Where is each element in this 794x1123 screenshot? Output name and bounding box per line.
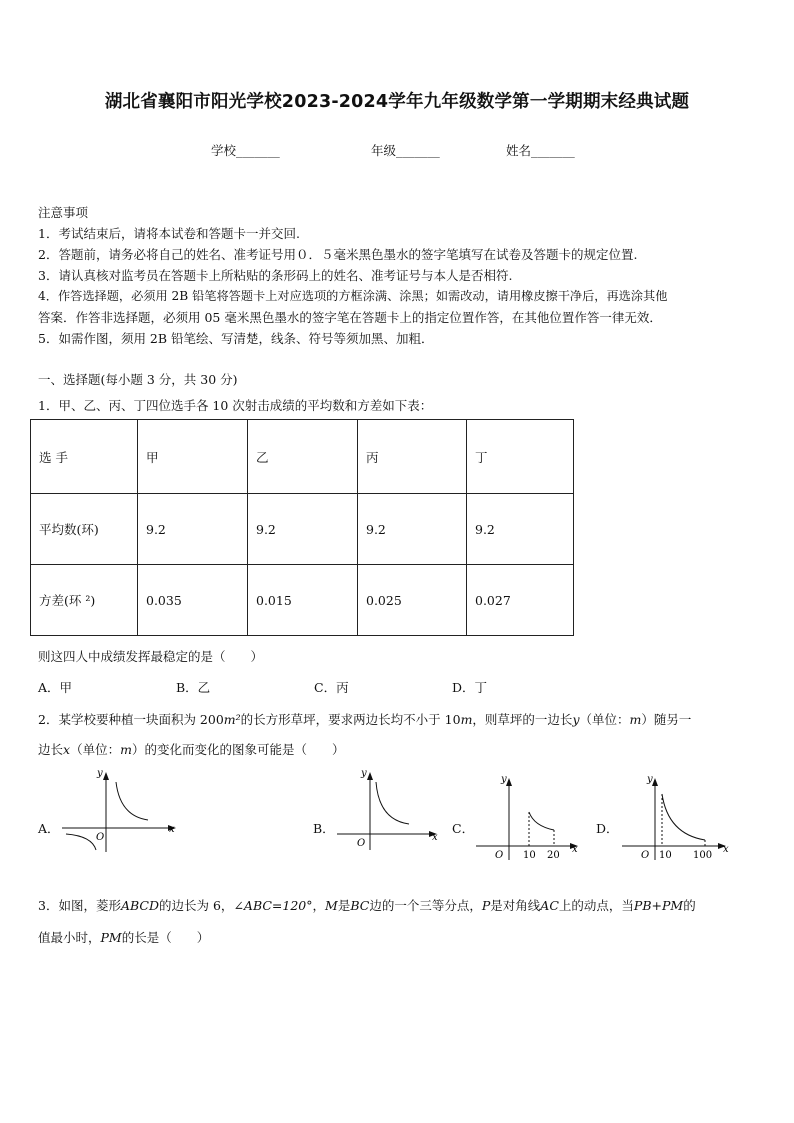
q1-option-d: D．丁 [452,680,488,695]
axis-label-y: y [97,768,103,779]
axis-label-y: y [501,774,507,785]
q1-question: 则这四人中成绩发挥最稳定的是（ ） [38,649,264,664]
axis-label-y: y [361,768,367,779]
origin-label: O [641,850,650,861]
table-cell: 丙 [358,420,467,494]
table-cell: 9.2 [138,494,248,565]
grade-field: 年级_______ [371,143,440,158]
axis-label-x: x [572,844,578,855]
notice-heading: 注意事项 [38,205,89,220]
notice-item: 4．作答选择题，必须用 2B 铅笔将答题卡上对应选项的方框涂满、涂黑；如需改动，请用橡皮擦干净后，再选涂其他 [38,289,668,303]
tick-label: 100 [693,850,713,861]
axis-label-x: x [432,832,438,843]
table-cell: 0.015 [248,565,358,636]
q2-line1: 2．某学校要种植一块面积为 200m²的长方形草坪，要求两边长均不小于 10m，则草坪的一边长y（单位：m）随另一 [38,712,692,727]
q1-stem: 1．甲、乙、丙、丁四位选手各 10 次射击成绩的平均数和方差如下表： [38,398,433,413]
score-table [30,419,574,636]
table-cell: 方差(环 ²) [31,565,138,636]
tick-label: 10 [523,850,536,861]
axis-label-x: x [169,824,175,835]
q3-line2: 值最小时，PM的长是（ ） [38,930,210,945]
page-title: 湖北省襄阳市阳光学校2023-2024学年九年级数学第一学期期末经典试题 [104,92,690,112]
q1-option-a: A．甲 [38,680,73,695]
table-row [31,494,574,565]
graph-b [335,764,445,856]
axis-label-y: y [647,774,653,785]
q2-line2: 边长x（单位：m）的变化而变化的图象可能是（ ） [38,742,345,757]
origin-label: O [96,832,105,843]
table-cell: 0.025 [358,565,467,636]
table-cell: 0.035 [138,565,248,636]
q2-option-c: C． [452,821,475,836]
table-cell: 0.027 [467,565,574,636]
table-row [31,565,574,636]
table-cell: 平均数(环) [31,494,138,565]
axis-label-x: x [723,844,729,855]
notice-item: 2．答题前，请务必将自己的姓名、准考证号用０．５毫米黑色墨水的签字笔填写在试卷及答题卡的规定位置. [38,247,638,262]
origin-label: O [495,850,504,861]
table-cell: 甲 [138,420,248,494]
table-header-row [31,420,574,494]
school-field: 学校_______ [211,143,280,158]
notice-item: 5．如需作图，须用 2B 铅笔绘、写清楚，线条、符号等须加黑、加粗． [38,331,434,346]
notice-item: 3．请认真核对监考员在答题卡上所粘贴的条形码上的姓名、准考证号与本人是否相符. [38,268,513,283]
table-cell: 9.2 [248,494,358,565]
graph-d [620,768,736,866]
origin-label: O [357,838,366,849]
q2-option-d: D． [596,821,619,836]
graph-c [474,768,586,866]
tick-label: 20 [547,850,560,861]
tick-label: 10 [659,850,672,861]
table-cell: 丁 [467,420,574,494]
q3-line1: 3．如图，菱形ABCD的边长为 6，∠ABC=120°，M是BC边的一个三等分点，P是对角线AC上的动点，当PB+PM的 [38,898,696,913]
table-cell: 9.2 [467,494,574,565]
notice-item: 1．考试结束后，请将本试卷和答题卡一并交回. [38,226,300,241]
q2-option-a: A． [38,821,60,836]
table-cell: 选 手 [31,420,138,494]
q1-option-b: B．乙 [176,680,211,695]
graph-a [60,764,180,856]
notice-item: 答案．作答非选择题，必须用 05 毫米黑色墨水的签字笔在答题卡上的指定位置作答，在其他位置作答一律无效． [38,310,662,325]
table-cell: 乙 [248,420,358,494]
q1-option-c: C．丙 [314,680,349,695]
table-cell: 9.2 [358,494,467,565]
q2-option-b: B． [313,821,335,836]
section-heading: 一、选择题(每小题 3 分，共 30 分) [38,372,238,387]
name-field: 姓名_______ [506,143,575,158]
